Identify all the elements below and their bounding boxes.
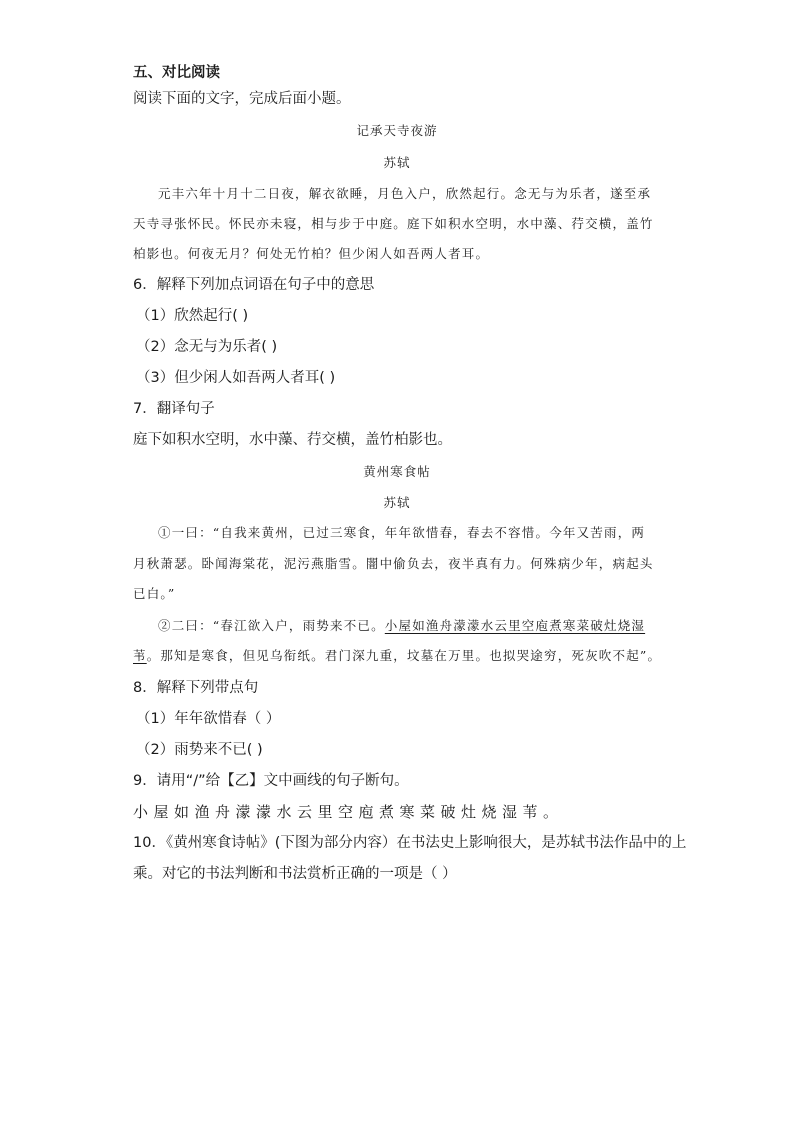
passage-b-author: 苏轼 — [383, 495, 411, 510]
underlined-sentence-end: 苇 — [133, 648, 147, 663]
passage-b-p2-plain: ②二曰：“春江欲入户，雨势来不已。 — [158, 618, 385, 633]
passage-b-p2-line1 — [158, 616, 645, 636]
question-10-line: 10．《黄州寒食诗帖》(下图为部分内容）在书法史上影响很大，是苏轼书法作品中的上 — [133, 835, 687, 851]
passage-b-line: 月秋萧瑟。卧闻海棠花，泥污燕脂雪。闇中偷负去，夜半真有力。何殊病少年，病起头 — [133, 556, 654, 571]
passage-b-line: ①一曰：“自我来黄州，已过三寒食，年年欲惜春，春去不容惜。今年又苦雨，两 — [158, 525, 646, 540]
passage-a-line: 元丰六年十月十二日夜，解衣欲睡，月色入户，欣然起行。念无与为乐者，遂至承 — [158, 186, 652, 201]
question-8-item: （1）年年欲惜春（ ） — [136, 711, 281, 727]
question-9-sentence: 小屋如渔舟濛濛水云里空庖煮寒菜破灶烧湿苇。 — [133, 803, 564, 821]
passage-b-p2-line2 — [133, 646, 661, 666]
question-8-item: （2）雨势来不已( ) — [136, 742, 263, 758]
question-6-item: （3）但少闲人如吾两人者耳( ) — [136, 370, 336, 386]
question-8-stem: 8．解释下列带点句 — [133, 680, 259, 696]
passage-a-line: 柏影也。何夜无月？何处无竹柏？但少闲人如吾两人者耳。 — [133, 246, 490, 261]
question-6-item: （1）欣然起行( ) — [136, 308, 249, 324]
question-6-item: （2）念无与为乐者( ) — [136, 339, 278, 355]
passage-b-line: 已白。” — [133, 586, 176, 601]
question-7-sentence: 庭下如积水空明，水中藻、荇交横，盖竹柏影也。 — [133, 432, 452, 448]
passage-a-line: 天寺寻张怀民。怀民亦未寝，相与步于中庭。庭下如积水空明，水中藻、荇交横，盖竹 — [133, 216, 654, 231]
passage-a-author: 苏轼 — [383, 155, 411, 170]
question-6-stem: 6．解释下列加点词语在句子中的意思 — [133, 277, 375, 293]
instruction-text: 阅读下面的文字，完成后面小题。 — [133, 91, 351, 107]
section-title: 五、对比阅读 — [133, 65, 220, 81]
passage-b-p2-plain: 。那知是寒食，但见乌衔纸。君门深九重，坟墓在万里。也拟哭途穷，死灰吹不起”。 — [146, 648, 662, 663]
passage-b-title: 黄州寒食帖 — [363, 464, 431, 479]
passage-a-title: 记承天寺夜游 — [356, 123, 438, 138]
question-10-line: 乘。对它的书法判断和书法赏析正确的一项是（ ） — [133, 866, 457, 882]
question-9-stem: 9．请用“/”给【乙】文中画线的句子断句。 — [133, 773, 409, 789]
question-7-stem: 7．翻译句子 — [133, 401, 215, 417]
underlined-sentence: 小屋如渔舟濛濛水云里空庖煮寒菜破灶烧湿 — [384, 618, 646, 633]
